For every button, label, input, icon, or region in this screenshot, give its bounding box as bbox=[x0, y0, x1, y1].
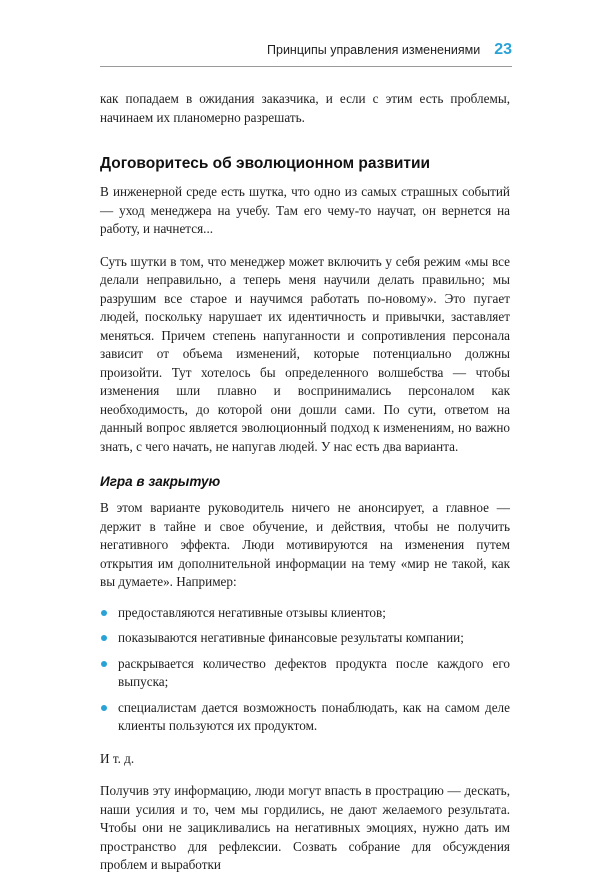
list-item-text: специалистам дается возможность понаблюдать, как на самом деле клиенты пользуются их продуктом. bbox=[118, 699, 510, 733]
bullet-icon bbox=[101, 610, 107, 616]
intro-paragraph: как попадаем в ожидания заказчика, и если с этим есть проблемы, начинаем их планомерно разрешать. bbox=[100, 91, 510, 125]
page-number: 23 bbox=[494, 41, 512, 58]
list-item bbox=[100, 655, 510, 692]
bullet-icon bbox=[101, 705, 107, 711]
section-paragraph-1: В инженерной среде есть шутка, что одно из самых страшных событий — уход менеджера на учебу. Там его чему-то научат, он вернется на работу, и начнется... bbox=[100, 184, 510, 236]
list-item bbox=[100, 699, 510, 736]
list-item-text: предоставляются негативные отзывы клиентов; bbox=[118, 604, 386, 620]
bullet-list bbox=[100, 604, 510, 736]
section-heading: Договоритесь об эволюционном развитии bbox=[100, 155, 431, 172]
list-item bbox=[100, 604, 510, 623]
subsection-paragraph: В этом варианте руководитель ничего не анонсирует, а главное — держит в тайне и свое обучение, и действия, чтобы не получить негативного эффекта. Люди мотивируются на изменения путем открытия им дополнительной информации на тему «мир не такой, как вы думаете». Например: bbox=[100, 500, 510, 589]
section-paragraph-2: Суть шутки в том, что менеджер может включить у себя режим «мы все делали неправильно, а теперь меня научили делать правильно; мы разрушим все старое и научимся работать по-новому». Это пугает людей, поскольку нарушает их идентичность и привычки, заставляет меняться. Причем степень напуганности и сопротивления персонала зависит от объема изменений, которые потенциально должны произойти. Тут хотелось бы определенного волшебства — чтобы изменения шли плавно и воспринимались персоналом как необходимость, до которой они дошли сами. По сути, ответом на данный вопрос является эволюционный подход к изменениям, но важно знать, с чего начать, не напугав людей. У нас есть два варианта. bbox=[100, 253, 510, 454]
subsection-heading: Игра в закрытую bbox=[100, 474, 221, 489]
chapter-title: Принципы управления изменениями bbox=[267, 43, 481, 57]
bullet-icon bbox=[101, 635, 107, 641]
list-item-text: показываются негативные финансовые результаты компании; bbox=[118, 630, 464, 645]
closing-paragraph: Получив эту информацию, люди могут впасть в прострацию — дескать, наши усилия и то, чем мы гордились, не дают желаемого результата. Чтобы они не зацикливались на негативных эмоциях, нужно дать им пространство для рефлексии. Созвать собрание для обсуждения проблем и выработки bbox=[100, 783, 510, 872]
list-item bbox=[100, 629, 510, 648]
bullet-icon bbox=[101, 661, 107, 667]
running-header bbox=[267, 41, 512, 59]
list-item-text: раскрывается количество дефектов продукта после каждого его выпуска; bbox=[118, 655, 510, 689]
page-body bbox=[100, 90, 510, 875]
etc-line: И т. д. bbox=[100, 750, 135, 766]
header-divider bbox=[100, 66, 512, 67]
